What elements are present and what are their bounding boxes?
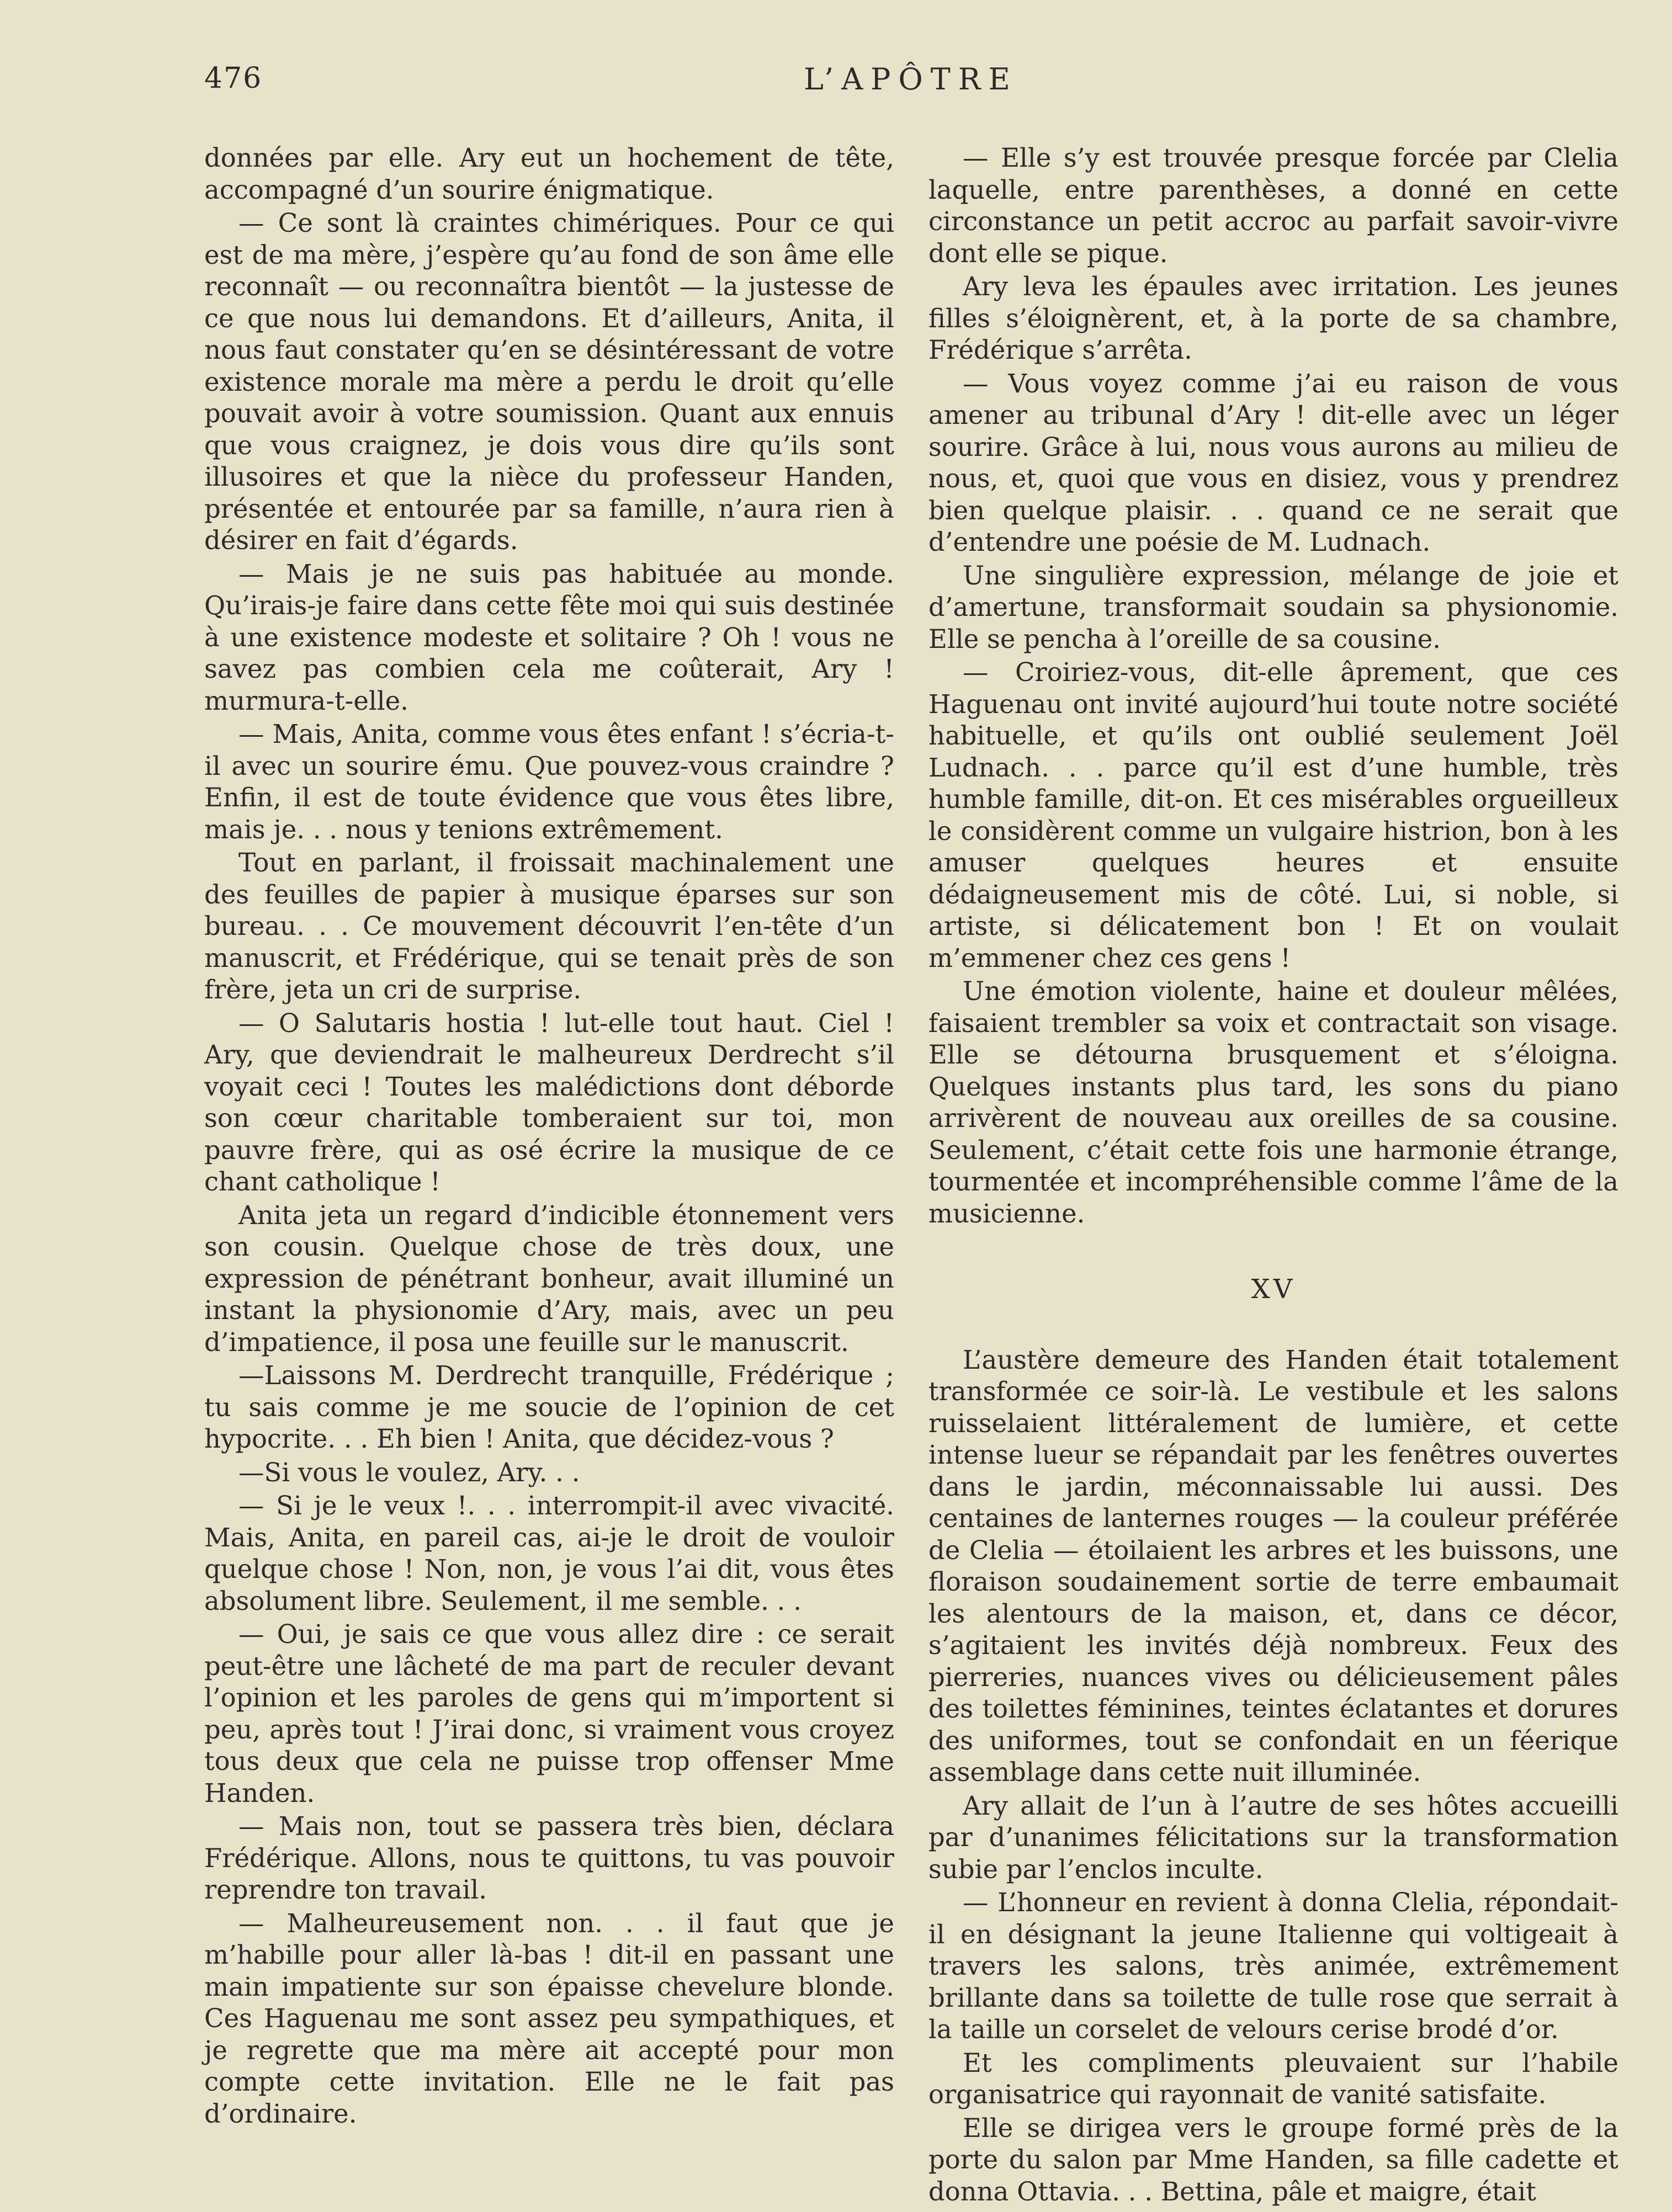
paragraph: — Elle s’y est trouvée presque forcée par Clelia laquelle, entre parenthèses, a donné en cette circonstance un petit accroc au parfait savoir-vivre dont elle se pique. [928, 143, 1618, 268]
page-header [204, 62, 1617, 111]
paragraph: Elle se dirigea vers le groupe formé près de la porte du salon par Mme Handen, sa fille cadette et donna Ottavia. . . Bettina, pâle et maigre, était [928, 2113, 1618, 2206]
paragraph: Et les compliments pleuvaient sur l’habile organisatrice qui rayonnait de vanité satisfaite. [928, 2048, 1618, 2109]
paragraph: — Mais je ne suis pas habituée au monde. Qu’irais-je faire dans cette fête moi qui suis destinée à une existence modeste et solitaire ? Oh ! vous ne savez pas combien cela me coûterait, Ary ! murmura-t-elle. [204, 559, 894, 716]
paragraph: Ary leva les épaules avec irritation. Les jeunes filles s’éloignèrent, et, à la porte de sa chambre, Frédérique s’arrêta. [928, 272, 1618, 365]
paragraph: — Croiriez-vous, dit-elle âprement, que ces Haguenau ont invité aujourd’hui toute notre société habituelle, et qu’ils ont oublié seulement Joël Ludnach. . . parce qu’il est d’une humble, très humble famille, dit-on. Et ces misérables orgueilleux le considèrent comme un vulgaire histrion, bon à les amuser quelques heures et ensuite dédaigneusement mis de côté. Lui, si noble, si artiste, si délicatement bon ! Et on voulait m’emmener chez ces gens ! [928, 657, 1618, 973]
paragraph: — Malheureusement non. . . il faut que je m’habille pour aller là-bas ! dit-il en passant une main impatiente sur son épaisse chevelure blonde. Ces Haguenau me sont assez peu sympathiques, et je regrette que ma mère ait accepté pour mon compte cette invitation. Elle ne le fait pas d’ordinaire. [204, 1908, 894, 2129]
paragraph: Ary allait de l’un à l’autre de ses hôtes accueilli par d’unanimes félicitations sur la transformation subie par l’enclos inculte. [928, 1790, 1618, 1884]
paragraph: L’austère demeure des Handen était totalement transformée ce soir-là. Le vestibule et les salons ruisselaient littéralement de lumière, et cette intense lueur se répandait par les fenêtres ouvertes dans le jardin, méconnaissable lui aussi. Des centaines de lanternes rouges — la couleur préférée de Clelia — étoilaient les arbres et les buissons, une floraison soudainement sortie de terre embaumait les alentours de la maison, et, dans ce décor, s’agitaient les invités déjà nombreux. Feux des pierreries, nuances vives ou délicieusement pâles des toilettes féminines, teintes éclatantes et dorures des uniformes, tout se confondait en un féerique assemblage dans cette nuit illuminée. [928, 1344, 1618, 1787]
paragraph: Tout en parlant, il froissait machinalement une des feuilles de papier à musique éparses sur son bureau. . . Ce mouvement découvrit l’en-tête d’un manuscrit, et Frédérique, qui se tenait près de son frère, jeta un cri de surprise. [204, 848, 894, 1004]
paragraph: — O Salutaris hostia ! lut-elle tout haut. Ciel ! Ary, que deviendrait le malheureux Derdrecht s’il voyait ceci ! Toutes les malédictions dont déborde son cœur charitable tomberaient sur toi, mon pauvre frère, qui as osé écrire la musique de ce chant catholique ! [204, 1008, 894, 1197]
paragraph: —Si vous le voulez, Ary. . . [238, 1457, 580, 1487]
paragraph: — Vous voyez comme j’ai eu raison de vous amener au tribunal d’Ary ! dit-elle avec un léger sourire. Grâce à lui, nous vous aurons au milieu de nous, et, quoi que vous en disiez, vous y prendrez bien quelque plaisir. . . quand ce ne serait que d’entendre une poésie de M. Ludnach. [928, 368, 1618, 557]
paragraph: — Si je le veux !. . . interrompit-il avec vivacité. Mais, Anita, en pareil cas, ai-je le droit de vouloir quelque chose ! Non, non, je vous l’ai dit, vous êtes absolument libre. Seulement, il me semble. . . [204, 1491, 894, 1616]
paragraph: — Oui, je sais ce que vous allez dire : ce serait peut-être une lâcheté de ma part de reculer devant l’opinion et les paroles de gens qui m’importent si peu, après tout ! J’irai donc, si vraiment vous croyez tous deux que cela ne puisse trop offenser Mme Handen. [204, 1619, 894, 1808]
paragraph: — Mais, Anita, comme vous êtes enfant ! s’écria-t-il avec un sourire ému. Que pouvez-vous craindre ? Enfin, il est de toute évidence que vous êtes libre, mais je. . . nous y tenions extrêmement. [204, 719, 894, 844]
right-column [928, 142, 1618, 2209]
section-heading: XV [1251, 1274, 1296, 1305]
paragraph: —Laissons M. Derdrecht tranquille, Frédérique ; tu sais comme je me soucie de l’opinion de cet hypocrite. . . Eh bien ! Anita, que décidez-vous ? [204, 1360, 894, 1454]
paragraph: Anita jeta un regard d’indicible étonnement vers son cousin. Quelque chose de très doux, une expression de pénétrant bonheur, avait illuminé un instant la physionomie d’Ary, mais, avec un peu d’impatience, il posa une feuille sur le manuscrit. [204, 1200, 894, 1357]
page-number: 476 [204, 62, 263, 95]
paragraph: données par elle. Ary eut un hochement de tête, accompagné d’un sourire énigmatique. [204, 143, 894, 205]
paragraph: Une émotion violente, haine et douleur mêlées, faisaient trembler sa voix et contractait son visage. Elle se détourna brusquement et s’éloigna. Quelques instants plus tard, les sons du piano arrivèrent de nouveau aux oreilles de sa cousine. Seulement, c’était cette fois une harmonie étrange, tourmentée et incompréhensible comme l’âme de la musicienne. [928, 976, 1618, 1229]
paragraph: — Mais non, tout se passera très bien, déclara Frédérique. Allons, nous te quittons, tu vas pouvoir reprendre ton travail. [204, 1811, 894, 1905]
paragraph: Une singulière expression, mélange de joie et d’amertune, transformait soudain sa physionomie. Elle se pencha à l’oreille de sa cousine. [928, 560, 1618, 654]
running-title: L’APÔTRE [804, 62, 1018, 97]
paragraph: — Ce sont là craintes chimériques. Pour ce qui est de ma mère, j’espère qu’au fond de son âme elle reconnaît — ou reconnaîtra bientôt — la justesse de ce que nous lui demandons. Et d’ailleurs, Anita, il nous faut constater qu’en se désintéressant de votre existence morale ma mère a perdu le droit qu’elle pouvait avoir à votre soumission. Quant aux ennuis que vous craignez, je dois vous dire qu’ils sont illusoires et que la nièce du professeur Handen, présentée et entourée par sa famille, n’aura rien à désirer en fait d’égards. [204, 208, 894, 555]
paragraph: — L’honneur en revient à donna Clelia, répondait-il en désignant la jeune Italienne qui voltigeait à travers les salons, très animée, extrêmement brillante dans sa toilette de tulle rose que serrait à la taille un corselet de velours cerise brodé d’or. [928, 1887, 1618, 2044]
left-column [204, 142, 894, 2131]
